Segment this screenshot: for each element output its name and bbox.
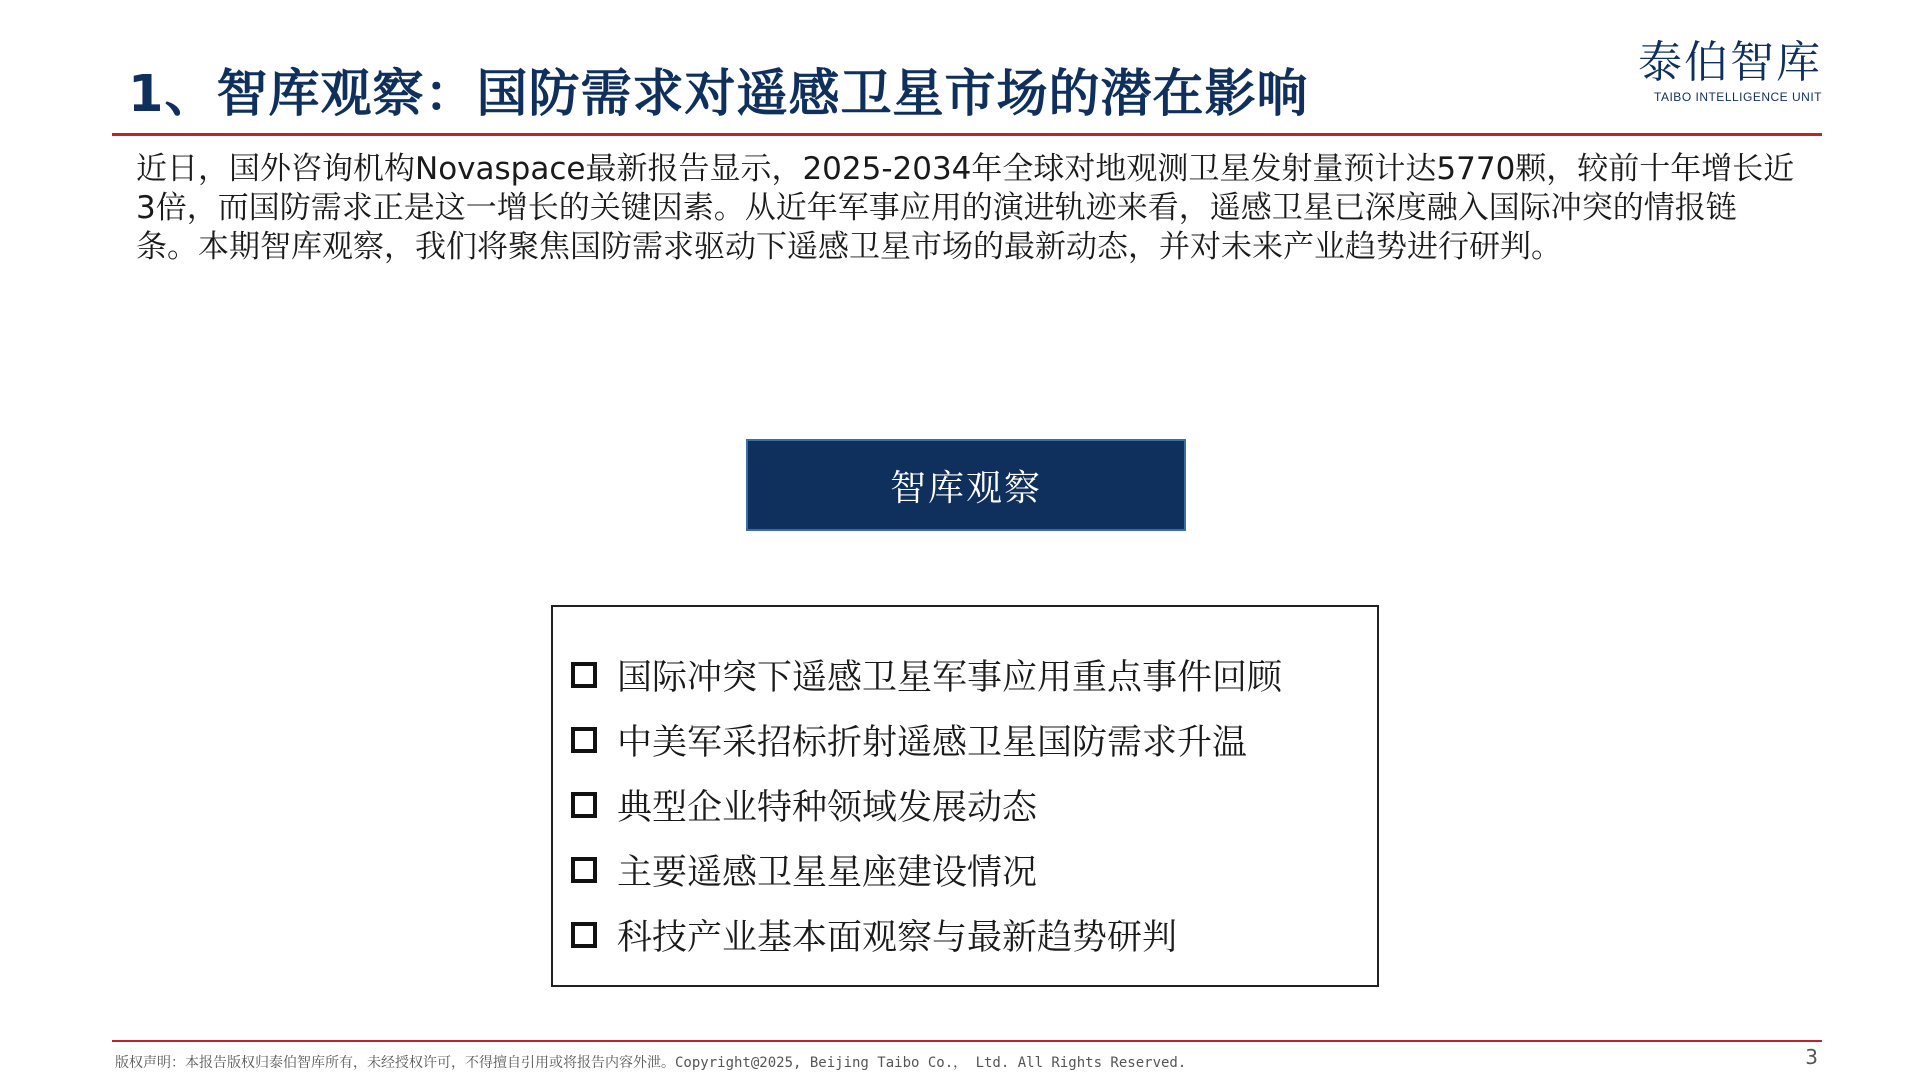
page-number: 3 bbox=[1805, 1045, 1818, 1069]
intro-paragraph: 近日，国外咨询机构Novaspace最新报告显示，2025-2034年全球对地观测卫星发射量预计达5770颗，较前十年增长近3倍，而国防需求正是这一增长的关键因素。从近年军事应用的演进轨迹来看，遥感卫星已深度融入国际冲突的情报链条。本期智库观察，我们将聚焦国防需求驱动下遥感卫星市场的最新动态，并对未来产业趋势进行研判。 bbox=[136, 151, 1795, 265]
topic-label: 国际冲突下遥感卫星军事应用重点事件回顾 bbox=[617, 658, 1283, 698]
hollow-square-bullet-icon bbox=[571, 662, 597, 688]
logo-subtitle: TAIBO INTELLIGENCE UNIT bbox=[1654, 90, 1822, 105]
topic-list-box bbox=[551, 605, 1379, 987]
taibo-logo bbox=[1622, 37, 1822, 105]
topic-label: 科技产业基本面观察与最新趋势研判 bbox=[617, 918, 1178, 958]
page-title: 1、智库观察：国防需求对遥感卫星市场的潜在影响 bbox=[128, 65, 1309, 124]
topic-item bbox=[571, 649, 1282, 701]
topic-list bbox=[571, 649, 1282, 974]
footer-divider bbox=[112, 1040, 1822, 1042]
topic-label: 典型企业特种领域发展动态 bbox=[617, 788, 1038, 828]
hollow-square-bullet-icon bbox=[571, 922, 597, 948]
hollow-square-bullet-icon bbox=[571, 727, 597, 753]
logo-wordmark: 泰伯智库 bbox=[1638, 37, 1822, 88]
section-banner: 智库观察 bbox=[746, 439, 1186, 531]
topic-label: 中美军采招标折射遥感卫星国防需求升温 bbox=[617, 723, 1248, 763]
topic-item bbox=[571, 779, 1282, 831]
copyright-notice: 版权声明：本报告版权归泰伯智库所有，未经授权许可，不得擅自引用或将报告内容外泄。Copyright@2025, Beijing Taibo Co.， Ltd. All Rights Reserved. bbox=[115, 1055, 1187, 1071]
topic-item bbox=[571, 844, 1282, 896]
hollow-square-bullet-icon bbox=[571, 857, 597, 883]
hollow-square-bullet-icon bbox=[571, 792, 597, 818]
topic-label: 主要遥感卫星星座建设情况 bbox=[617, 853, 1038, 893]
topic-item bbox=[571, 714, 1282, 766]
topic-item bbox=[571, 909, 1282, 961]
header-divider bbox=[112, 133, 1822, 136]
